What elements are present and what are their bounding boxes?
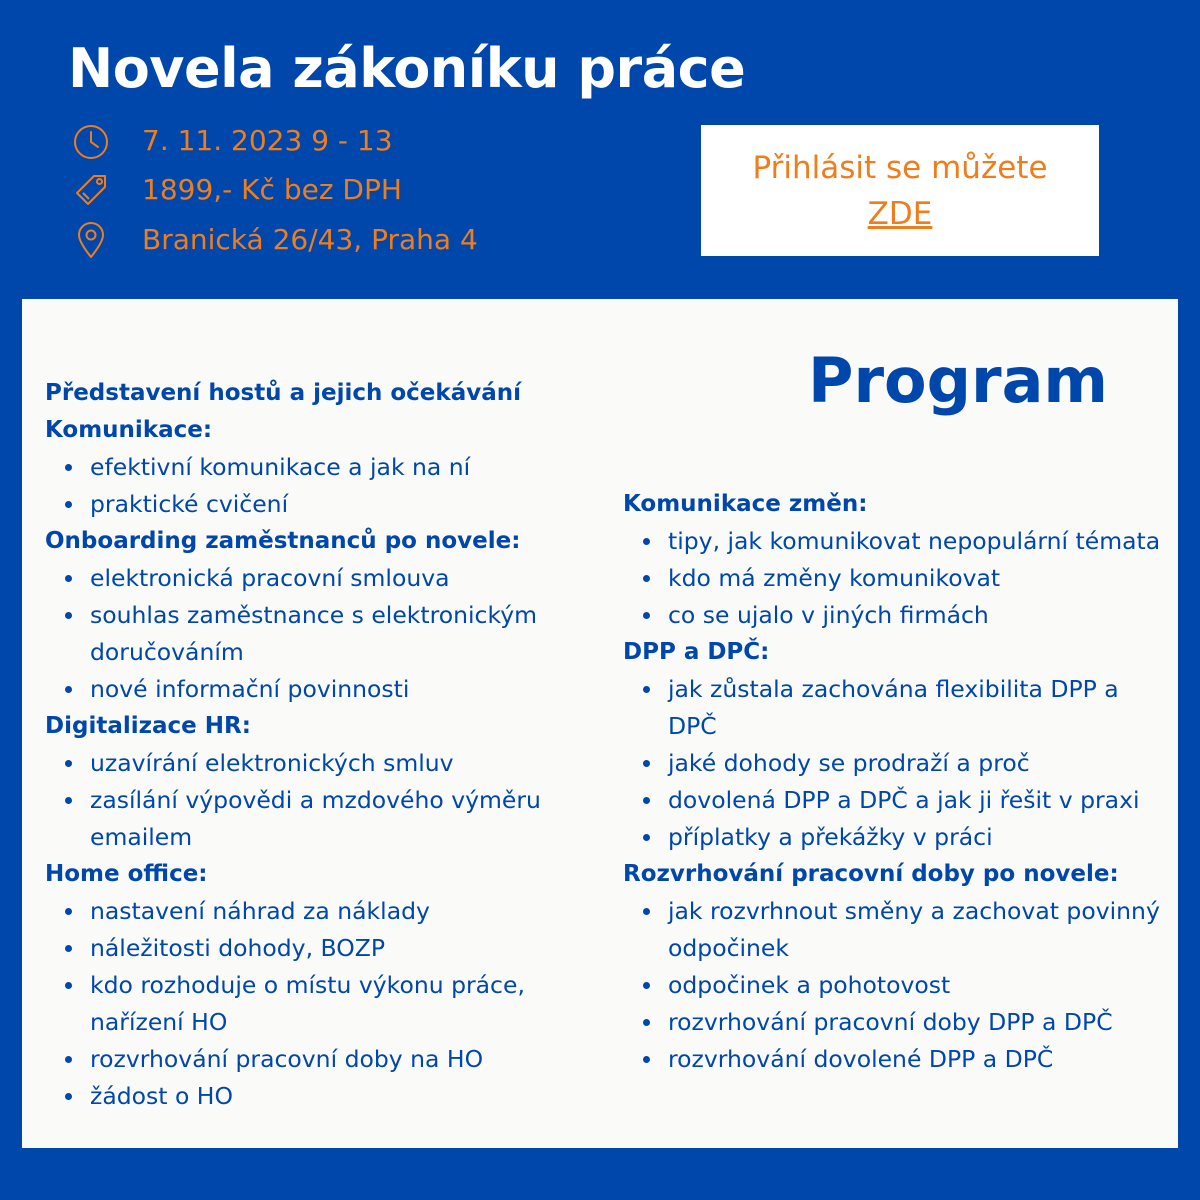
list-item: příplatky a překážky v práci [668,819,1168,856]
list-item: dovolená DPP a DPČ a jak ji řešit v praxi [668,782,1168,819]
signup-text: Přihlásit se můžete [752,150,1048,186]
signup-box [701,125,1099,256]
section-list [623,671,1168,856]
info-date-text: 7. 11. 2023 9 - 13 [142,124,393,157]
program-right-column [623,486,1168,1078]
info-price-text: 1899,- Kč bez DPH [142,173,402,206]
signup-link[interactable]: ZDE [867,196,933,232]
info-date [72,121,393,161]
info-price [72,170,402,210]
list-item: nové informační povinnosti [90,671,585,708]
section-title: Rozvrhování pracovní doby po novele: [623,861,1119,887]
list-item: tipy, jak komunikovat nepopulární témata [668,523,1168,560]
list-item: co se ujalo v jiných firmách [668,597,1168,634]
list-item: jak zůstala zachována flexibilita DPP a DPČ [668,671,1168,745]
list-item: rozvrhování pracovní doby DPP a DPČ [668,1004,1168,1041]
list-item: kdo má změny komunikovat [668,560,1168,597]
list-item: žádost o HO [90,1078,585,1115]
location-pin-icon [72,221,110,259]
list-item: zasílání výpovědi a mzdového výměru emailem [90,782,585,856]
program-title: Program [808,344,1109,417]
list-item: elektronická pracovní smlouva [90,560,585,597]
section-list [45,560,585,708]
list-item: uzavírání elektronických smluv [90,745,585,782]
section-list [623,523,1168,634]
list-item: odpočinek a pohotovost [668,967,1168,1004]
list-item: kdo rozhoduje o místu výkonu práce, nařízení HO [90,967,585,1041]
page-title: Novela zákoníku práce [68,37,746,100]
list-item: souhlas zaměstnance s elektronickým doručováním [90,597,585,671]
list-item: rozvrhování dovolené DPP a DPČ [668,1041,1168,1078]
section-list [45,893,585,1115]
section-list [623,893,1168,1078]
program-panel [22,299,1178,1148]
list-item: jak rozvrhnout směny a zachovat povinný odpočinek [668,893,1168,967]
info-address [72,220,478,260]
list-item: praktické cvičení [90,486,585,523]
section-title: Onboarding zaměstnanců po novele: [45,528,521,554]
list-item: efektivní komunikace a jak na ní [90,449,585,486]
info-address-text: Branická 26/43, Praha 4 [142,223,478,256]
section-title: Home office: [45,861,208,887]
section-title: Digitalizace HR: [45,713,251,739]
price-tag-icon [72,171,110,209]
section-title: Komunikace změn: [623,491,868,517]
list-item: rozvrhování pracovní doby na HO [90,1041,585,1078]
section-title: Představení hostů a jejich očekávání [45,380,521,406]
section-title: DPP a DPČ: [623,639,770,665]
list-item: jaké dohody se prodraží a proč [668,745,1168,782]
clock-icon [72,122,110,160]
section-title: Komunikace: [45,417,213,443]
section-list [45,745,585,856]
section-list [45,449,585,523]
program-left-column [45,375,585,1115]
list-item: nastavení náhrad za náklady [90,893,585,930]
list-item: náležitosti dohody, BOZP [90,930,585,967]
